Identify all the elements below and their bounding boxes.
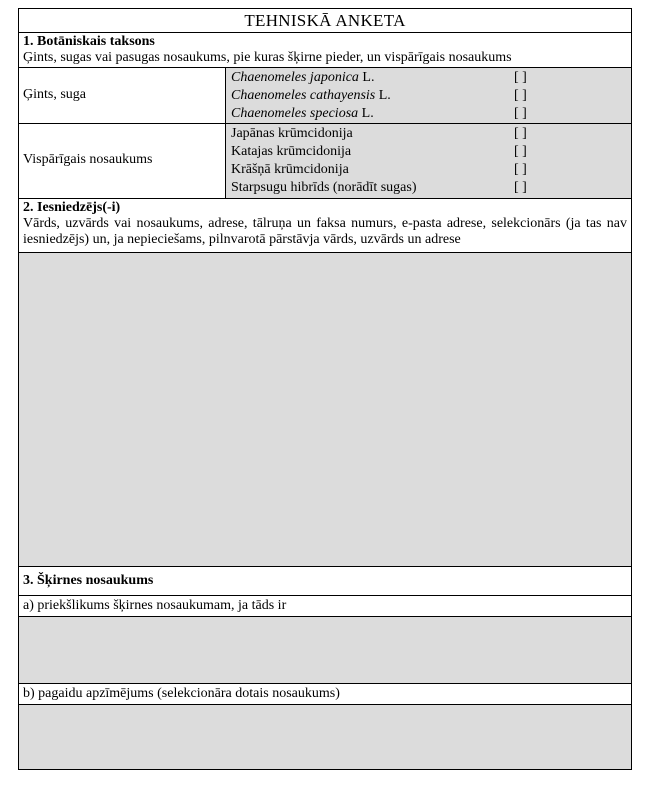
section2-header [19, 199, 631, 252]
section2-heading: 2. Iesniedzējs(-i) [23, 200, 121, 215]
section1-heading: 1. Botāniskais taksons [23, 34, 155, 49]
section3-heading: 3. Šķirnes nosaukums [23, 573, 154, 588]
common-name-checkbox[interactable]: [ ] [514, 180, 527, 195]
temp-label-row [19, 684, 631, 705]
species-option: Chaenomeles speciosa L. [231, 106, 374, 121]
technical-form [18, 8, 632, 770]
common-name-checkbox[interactable]: [ ] [514, 162, 527, 177]
species-checkbox[interactable]: [ ] [514, 106, 527, 121]
species-input-cell[interactable] [226, 68, 631, 123]
genus-label: Ģints, suga [23, 87, 86, 102]
proposal-label-row [19, 596, 631, 617]
temp-designation-field[interactable] [19, 705, 631, 769]
form-title: TEHNISKĀ ANKETA [19, 9, 631, 33]
common-name-option: Starpsugu hibrīds (norādīt sugas) [231, 180, 417, 195]
common-name-row [19, 124, 631, 199]
species-option: Chaenomeles japonica L. [231, 70, 375, 85]
common-name-input-cell[interactable] [226, 124, 631, 198]
section2-description: Vārds, uzvārds vai nosaukums, adrese, tālruņa un faksa numurs, e-pasta adrese, selekcionārs (ja tas nav iesniedzējs) un, ja nepieciešams, pilnvarotā pārstāvja vārds, uzvārds un adrese [23, 216, 627, 247]
section3-header [19, 567, 631, 596]
applicant-field[interactable] [19, 252, 631, 567]
temp-designation-label: b) pagaidu apzīmējums (selekcionāra dotais nosaukums) [23, 686, 340, 701]
species-checkbox[interactable]: [ ] [514, 70, 527, 85]
genus-label-cell [19, 68, 226, 123]
section1-subheading: Ģints, sugas vai pasugas nosaukums, pie kuras šķirne pieder, un vispārīgais nosaukums [23, 50, 512, 65]
species-option: Chaenomeles cathayensis L. [231, 88, 391, 103]
proposal-field[interactable] [19, 617, 631, 684]
genus-row [19, 68, 631, 124]
common-name-checkbox[interactable]: [ ] [514, 144, 527, 159]
common-name-option: Katajas krūmcidonija [231, 144, 352, 159]
proposal-label: a) priekšlikums šķirnes nosaukumam, ja tāds ir [23, 598, 287, 613]
common-name-option: Japānas krūmcidonija [231, 126, 353, 141]
common-label-cell [19, 124, 226, 198]
common-name-option: Krāšņā krūmcidonija [231, 162, 349, 177]
section1-header [19, 33, 631, 68]
common-name-checkbox[interactable]: [ ] [514, 126, 527, 141]
species-checkbox[interactable]: [ ] [514, 88, 527, 103]
common-name-label: Vispārīgais nosaukums [23, 152, 153, 167]
